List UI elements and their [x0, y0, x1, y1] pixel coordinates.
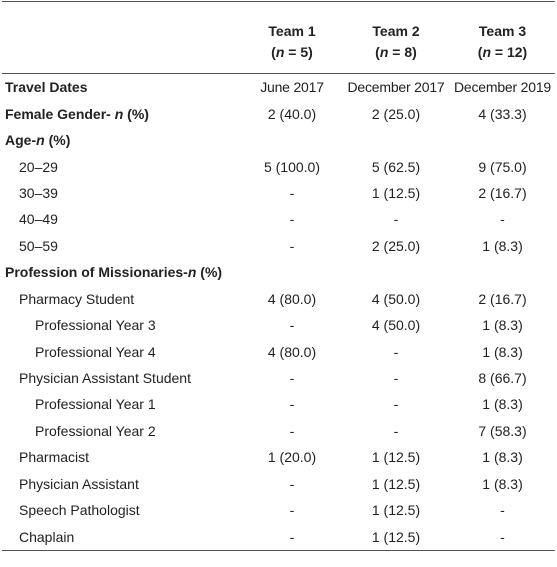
table-row [2, 100, 555, 126]
row-label: Physician Assistant Student [19, 370, 191, 387]
team-3-value [450, 127, 555, 153]
table-header [2, 2, 555, 74]
team-3-value: 2 (16.7) [478, 290, 527, 307]
team-1-value: - [289, 237, 295, 254]
team-2-value: - [393, 370, 399, 387]
team-1-value: - [289, 422, 295, 439]
team-1-value: - [289, 475, 295, 492]
row-label: 40–49 [19, 211, 58, 228]
header-team-3-n [450, 40, 555, 74]
team-1-value [242, 127, 342, 153]
row-label: Chaplain [2, 523, 242, 550]
row-label: Speech Pathologist [19, 502, 140, 519]
team-1-value [242, 259, 342, 285]
team-2-value: 2 (25.0) [371, 105, 421, 122]
team-2-value [342, 259, 450, 285]
table-row [2, 259, 555, 285]
table-row [2, 391, 555, 417]
table-row [2, 444, 555, 470]
table-row [2, 523, 555, 550]
header-blank-2 [2, 40, 242, 74]
team-3-value: December 2019 [453, 79, 551, 96]
row-label: Age-n (%) [5, 132, 71, 149]
team-2-value: 1 (12.5) [342, 523, 450, 550]
team-1-value: - [289, 184, 295, 201]
header-team-1-name: Team 1 [268, 23, 316, 39]
table-row [2, 365, 555, 391]
team-3-value: - [450, 523, 555, 550]
row-label: Physician Assistant [19, 475, 139, 492]
team-2-value: 1 (12.5) [371, 184, 421, 201]
team-3-value: 4 (33.3) [478, 105, 527, 122]
team-3-value: - [500, 211, 505, 228]
team-3-n-text: (n = 12) [477, 44, 528, 60]
row-label: Professional Year 4 [35, 343, 156, 360]
header-team-2-n [342, 40, 450, 74]
team-2-value [342, 127, 450, 153]
team-3-value: 2 (16.7) [478, 184, 527, 201]
team-3-value: 1 (8.3) [482, 396, 523, 413]
team-1-value: - [289, 502, 295, 519]
team-3-value: 1 (8.3) [482, 237, 523, 254]
header-team-1-n [242, 40, 342, 74]
table-row [2, 497, 555, 523]
table-row [2, 206, 555, 232]
table-row [2, 127, 555, 153]
demographics-table [2, 2, 555, 551]
team-3-value: 8 (66.7) [478, 370, 527, 387]
table-row [2, 338, 555, 364]
team-2-value: 2 (25.0) [371, 237, 421, 254]
team-2-value: 5 (62.5) [371, 158, 421, 175]
table-row [2, 471, 555, 497]
table-row [2, 153, 555, 179]
table-row [2, 286, 555, 312]
team-3-value [450, 259, 555, 285]
team-2-value: 1 (12.5) [371, 449, 421, 466]
row-label: 50–59 [19, 237, 58, 254]
team-2-value: - [393, 422, 399, 439]
table-row [2, 74, 555, 101]
team-2-value: 1 (12.5) [371, 475, 421, 492]
team-1-value: - [289, 370, 295, 387]
team-1-n-text: (n = 5) [271, 44, 313, 60]
row-label: Female Gender- n (%) [5, 105, 149, 122]
row-label: Professional Year 2 [35, 422, 156, 439]
team-2-value: - [393, 343, 399, 360]
team-2-value: 1 (12.5) [371, 502, 421, 519]
team-1-value: 1 (20.0) [267, 449, 317, 466]
team-3-value: 1 (8.3) [482, 449, 523, 466]
demographics-table-container [2, 1, 555, 551]
header-blank [2, 2, 242, 40]
row-label: Profession of Missionaries-n (%) [5, 264, 223, 281]
team-3-value: 9 (75.0) [478, 158, 527, 175]
row-label: Professional Year 1 [35, 396, 156, 413]
team-1-value: - [289, 396, 295, 413]
table-row [2, 418, 555, 444]
team-1-value: 4 (80.0) [267, 343, 317, 360]
team-2-value: December 2017 [347, 79, 445, 96]
team-2-n-text: (n = 8) [375, 44, 417, 60]
team-3-value: 7 (58.3) [478, 422, 527, 439]
team-3-value: - [500, 502, 505, 519]
table-row [2, 233, 555, 259]
team-2-value: 4 (50.0) [371, 290, 421, 307]
table-row [2, 180, 555, 206]
row-label: 20–29 [19, 158, 58, 175]
team-1-value: 2 (40.0) [267, 105, 317, 122]
team-2-value: - [393, 211, 399, 228]
team-1-value: - [289, 317, 295, 334]
team-3-value: 1 (8.3) [482, 343, 523, 360]
row-label: Pharmacy Student [19, 290, 135, 307]
header-team-3-name: Team 3 [478, 23, 527, 39]
team-1-value: 5 (100.0) [263, 158, 321, 175]
row-label: 30–39 [19, 184, 58, 201]
team-3-value: 1 (8.3) [482, 317, 523, 334]
row-label: Professional Year 3 [35, 317, 156, 334]
table-row [2, 312, 555, 338]
team-3-value: 1 (8.3) [482, 475, 523, 492]
table-body [2, 74, 555, 551]
team-1-value: June 2017 [260, 79, 324, 96]
team-1-value: - [289, 211, 295, 228]
team-1-value: 4 (80.0) [267, 290, 317, 307]
team-2-value: 4 (50.0) [371, 317, 421, 334]
row-label: Pharmacist [19, 449, 90, 466]
row-label: Travel Dates [5, 79, 88, 96]
team-1-value: - [242, 523, 342, 550]
header-team-2-name: Team 2 [372, 23, 420, 39]
team-2-value: - [393, 396, 399, 413]
